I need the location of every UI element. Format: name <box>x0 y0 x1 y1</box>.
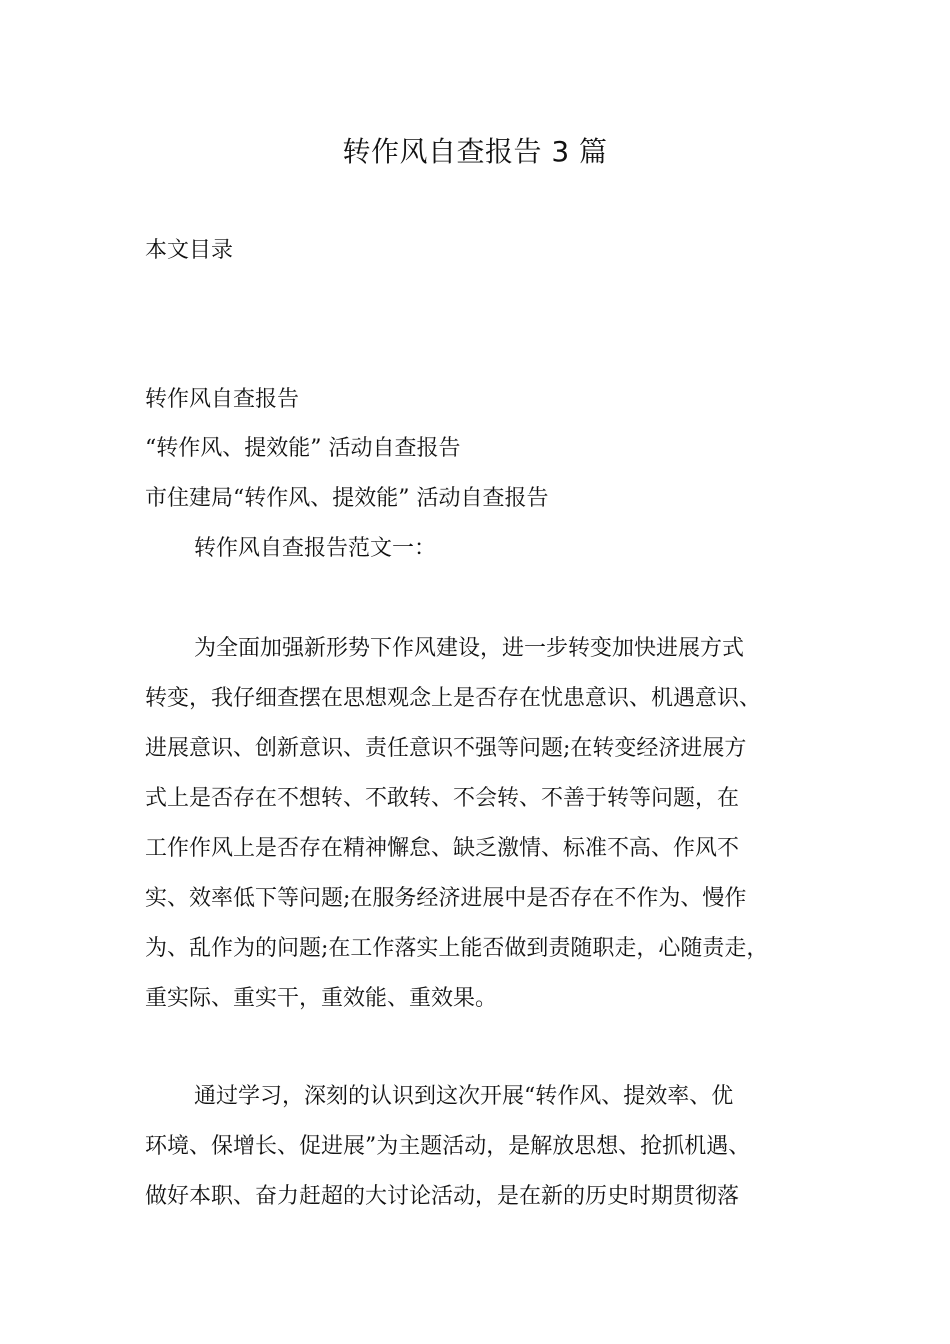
document-title: 转作风自查报告 3 篇 <box>342 135 608 168</box>
paragraph-line: 为全面加强新形势下作风建设，进一步转变加快进展方式 <box>194 636 745 661</box>
paragraph-line: 进展意识、创新意识、责任意识不强等问题;在转变经济进展方 <box>145 736 747 761</box>
section-label: 转作风自查报告范文一： <box>194 536 437 561</box>
paragraph-line: 式上是否存在不想转、不敢转、不会转、不善于转等问题，在 <box>145 786 740 811</box>
paragraph-line: 转变，我仔细查摆在思想观念上是否存在忧患意识、机遇意识、 <box>145 686 762 711</box>
toc-item: 转作风自查报告 <box>145 387 300 412</box>
paragraph-line: 为、乱作为的问题;在工作落实上能否做到责随职走，心随责走， <box>145 936 769 961</box>
toc-item: 市住建局“转作风、提效能” 活动自查报告 <box>145 486 549 511</box>
toc-item: “转作风、提效能” 活动自查报告 <box>145 436 461 461</box>
paragraph-line: 实、效率低下等问题;在服务经济进展中是否存在不作为、慢作 <box>145 886 747 911</box>
toc-heading: 本文目录 <box>145 238 234 263</box>
paragraph-line: 重实际、重实干，重效能、重效果。 <box>145 986 498 1011</box>
paragraph-line: 通过学习，深刻的认识到这次开展“转作风、提效率、优 <box>194 1084 734 1109</box>
body-paragraph-2 <box>145 1082 825 1232</box>
paragraph-line: 做好本职、奋力赶超的大讨论活动，是在新的历史时期贯彻落 <box>145 1184 740 1209</box>
paragraph-line: 环境、保增长、促进展”为主题活动，是解放思想、抢抓机遇、 <box>145 1134 751 1159</box>
paragraph-line: 工作作风上是否存在精神懈怠、缺乏激情、标准不高、作风不 <box>145 836 740 861</box>
body-paragraph-1 <box>145 634 825 1034</box>
